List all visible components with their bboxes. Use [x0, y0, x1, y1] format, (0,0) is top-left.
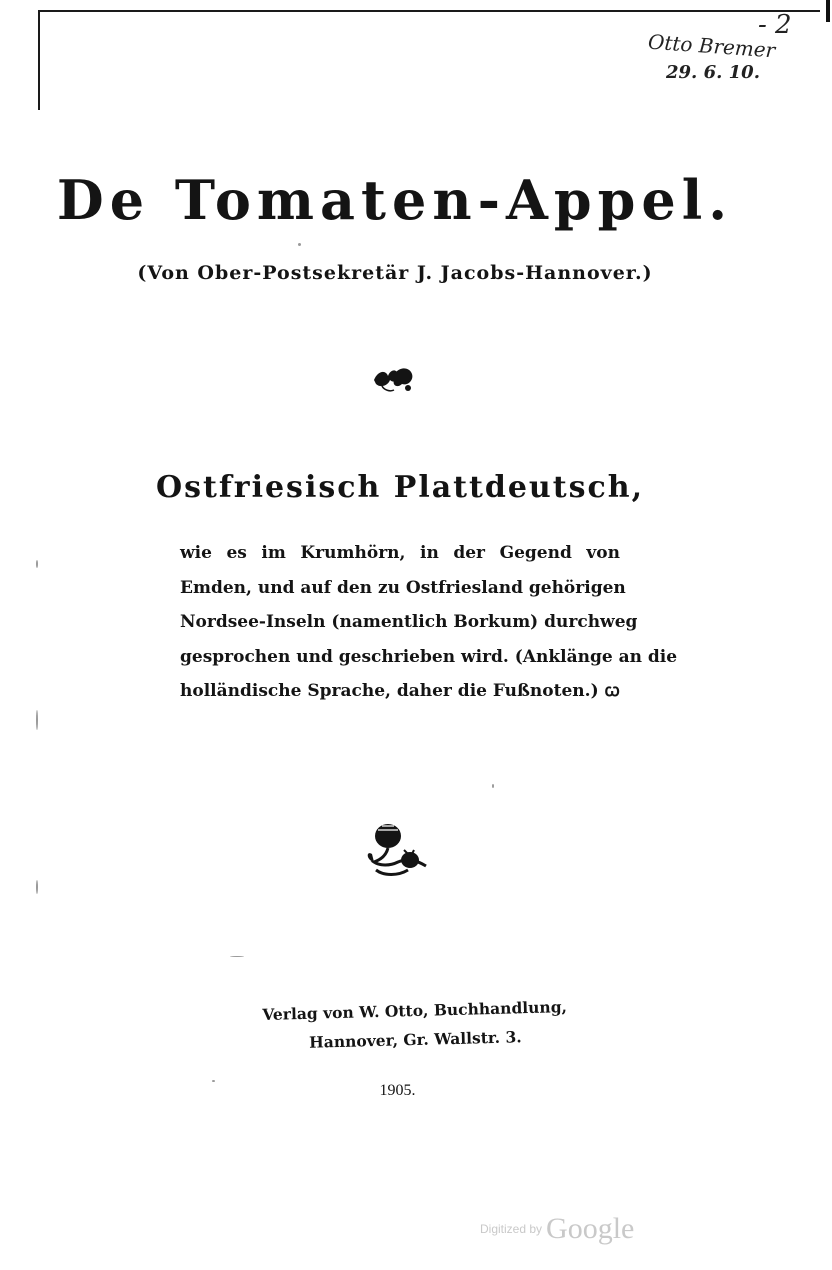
dialect-heading: Ostfriesisch Plattdeutsch,: [155, 470, 645, 505]
description-line: wie es im Krumhörn, in der Gegend von: [180, 543, 620, 563]
publisher-line-1: Verlag von W. Otto, Buchhandlung,: [262, 997, 568, 1024]
pomegranate-ornament-icon: [364, 820, 428, 878]
top-border-line: [38, 10, 820, 12]
handwritten-annotation: [640, 10, 820, 92]
print-speck: [230, 956, 244, 957]
print-speck: [298, 243, 301, 246]
description-line: holländische Sprache, daher die Fußnoten.) ꞷ: [180, 681, 620, 701]
print-speck: [36, 880, 38, 894]
corner-mark: [826, 0, 830, 22]
description-line: Nordsee-Inseln (namentlich Borkum) durchweg: [180, 612, 638, 632]
author-line: (Von Ober-Postsekretär J. Jacobs-Hannover.): [137, 262, 653, 284]
digitized-watermark: [480, 1212, 680, 1248]
description-line: Emden, und auf den zu Ostfriesland gehörigen: [180, 577, 626, 598]
print-speck: [492, 784, 494, 788]
print-speck: [212, 1080, 215, 1082]
watermark-prefix: Digitized by: [480, 1222, 543, 1236]
print-speck: [36, 560, 38, 568]
publisher-block: [249, 992, 580, 1059]
print-speck: [36, 710, 38, 730]
left-border-line: [38, 10, 40, 110]
handwritten-number: - 2: [758, 10, 792, 40]
handwritten-date: 29. 6. 10.: [666, 62, 760, 83]
description-line: gesprochen und geschrieben wird. (Anklänge an die: [180, 646, 678, 667]
floral-ornament-icon: [370, 362, 418, 394]
description-paragraph: [180, 536, 678, 709]
publisher-line-2: Hannover, Gr. Wallstr. 3.: [308, 1027, 522, 1052]
publication-year: 1905.: [379, 1082, 416, 1099]
watermark-brand: Google: [546, 1212, 635, 1245]
page-title: De Tomaten-Appel.: [56, 168, 734, 232]
handwritten-name: Otto Bremer: [647, 29, 777, 63]
